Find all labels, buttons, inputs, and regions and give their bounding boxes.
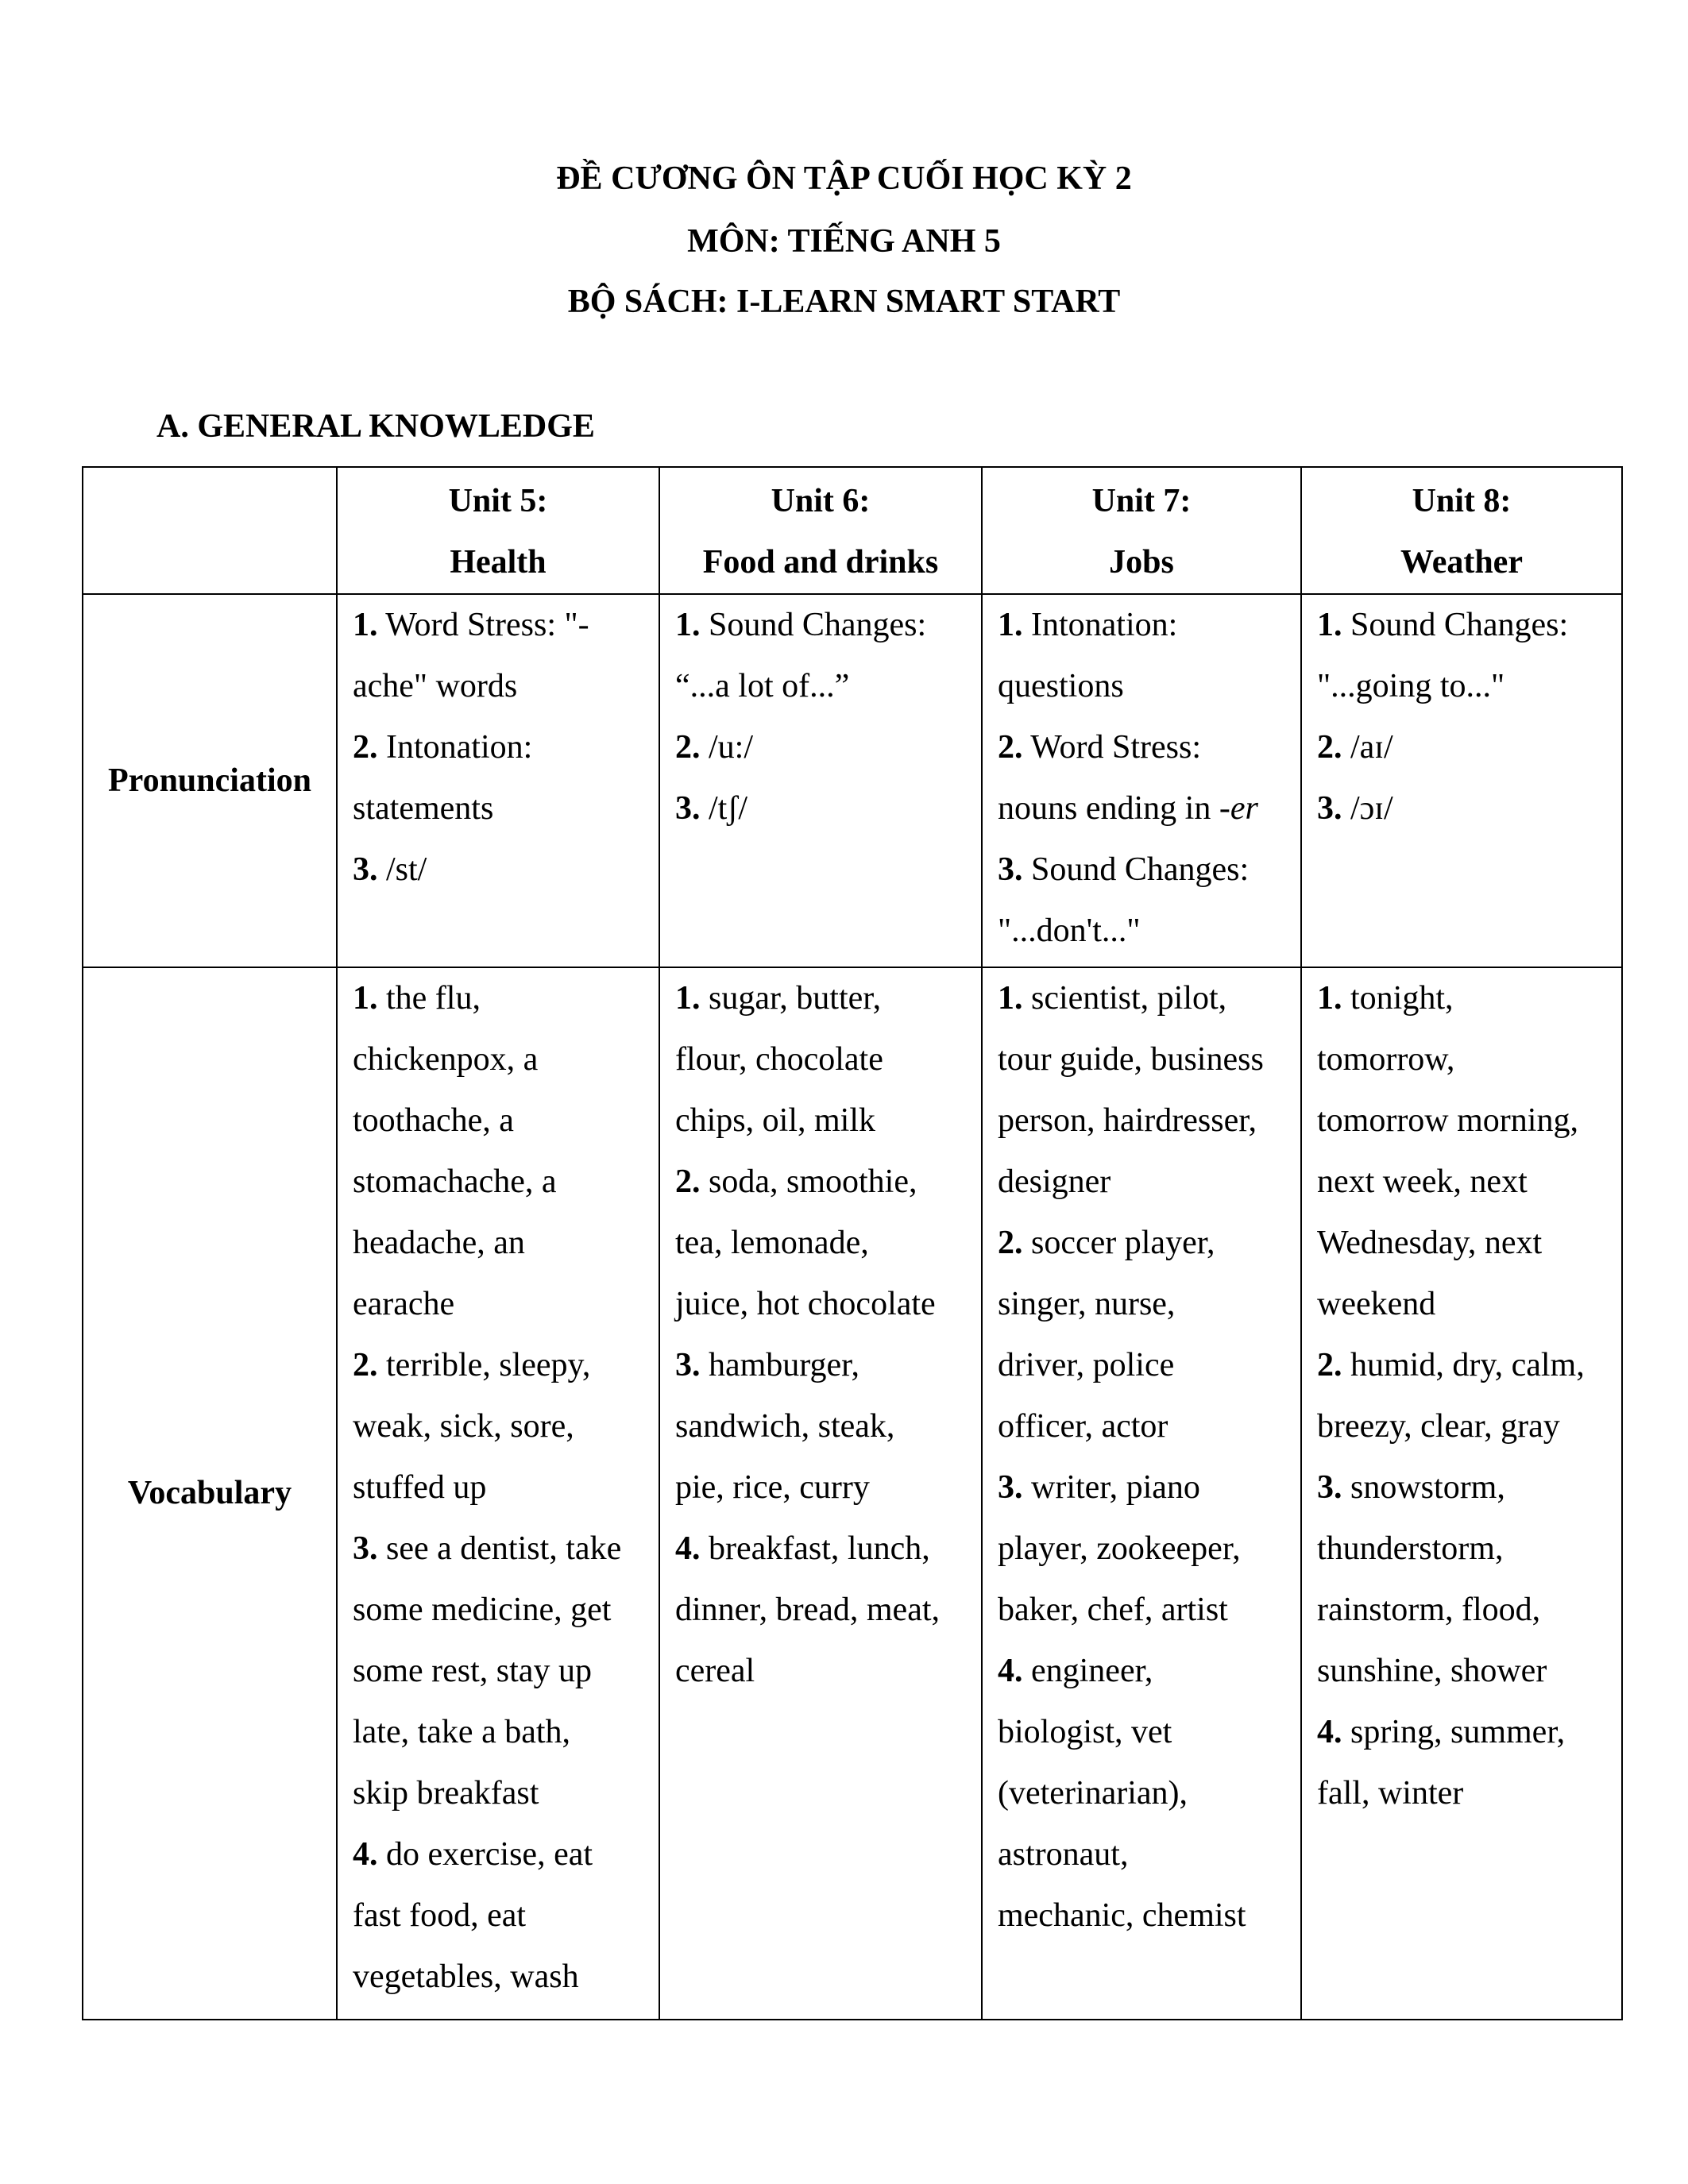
item-text: designer	[998, 1163, 1111, 1200]
cell-line	[1317, 1702, 1621, 1763]
item-number: 2.	[353, 1347, 378, 1383]
cell-line	[998, 1580, 1300, 1641]
item-text: baker, chef, artist	[998, 1592, 1228, 1628]
cell-line	[998, 1824, 1300, 1885]
vocabulary-cell-unit-6	[659, 967, 982, 2020]
header-unit-label: Unit 6:	[771, 483, 871, 519]
item-text: pie, rice, curry	[675, 1469, 870, 1506]
cell-line	[998, 1090, 1300, 1152]
item-text: person, hairdresser,	[998, 1102, 1257, 1139]
item-number: 2.	[675, 1163, 701, 1200]
item-number: 1.	[675, 980, 701, 1017]
table-row-vocabulary	[83, 967, 1622, 2020]
cell-line	[1317, 1090, 1621, 1152]
title-line-3: BỘ SÁCH: I-LEARN SMART START	[567, 284, 1121, 320]
item-number: 2.	[998, 1225, 1023, 1261]
item-text: fall, winter	[1317, 1775, 1464, 1812]
cell-line	[353, 1580, 659, 1641]
cell-line	[998, 778, 1300, 839]
cell-line	[353, 1335, 659, 1396]
cell-line	[353, 1152, 659, 1213]
item-number: 1.	[675, 607, 701, 643]
header-unit-topic: Food and drinks	[702, 544, 939, 581]
cell-line	[998, 595, 1300, 656]
item-text: Intonation:	[1022, 607, 1178, 643]
item-text: (veterinarian),	[998, 1775, 1188, 1812]
cell-line	[353, 778, 659, 839]
cell-line	[998, 1885, 1300, 1947]
cell-line	[998, 1518, 1300, 1580]
item-text: skip breakfast	[353, 1775, 539, 1812]
cell-line	[998, 1396, 1300, 1457]
cell-line	[353, 717, 659, 778]
item-text: dinner, bread, meat,	[675, 1592, 941, 1628]
title-line-2: MÔN: TIẾNG ANH 5	[687, 223, 1001, 260]
item-number: 1.	[1317, 980, 1342, 1017]
cell-line	[353, 1213, 659, 1274]
cell-line	[675, 1641, 981, 1702]
cell-line	[675, 1518, 981, 1580]
item-text: humid, dry, calm,	[1342, 1347, 1585, 1383]
item-text: questions	[998, 668, 1124, 704]
cell-line	[353, 656, 659, 717]
item-text: see a dentist, take	[377, 1530, 622, 1567]
item-text: Word Stress:	[1022, 729, 1202, 766]
item-text: breakfast, lunch,	[700, 1530, 930, 1567]
item-text: mechanic, chemist	[998, 1897, 1246, 1934]
item-text: Sound Changes:	[1022, 851, 1250, 888]
cell-line	[353, 1763, 659, 1824]
cell-line	[353, 1702, 659, 1763]
cell-line	[353, 1396, 659, 1457]
item-text: juice, hot chocolate	[675, 1286, 936, 1322]
cell-line	[998, 1763, 1300, 1824]
item-text: next week, next	[1317, 1163, 1528, 1200]
header-unit-label: Unit 8:	[1412, 483, 1512, 519]
item-text: scientist, pilot,	[1022, 980, 1227, 1017]
item-text: toothache, a	[353, 1102, 514, 1139]
cell-line	[1317, 1335, 1621, 1396]
cell-line	[675, 1335, 981, 1396]
item-text: Wednesday, next	[1317, 1225, 1543, 1261]
item-text: statements	[353, 790, 494, 827]
cell-line	[1317, 1152, 1621, 1213]
item-text: /st/	[377, 851, 427, 888]
item-text: late, take a bath,	[353, 1714, 571, 1750]
item-text: officer, actor	[998, 1408, 1168, 1445]
item-text: snowstorm,	[1342, 1469, 1505, 1506]
pronunciation-cell-unit-6	[659, 594, 982, 967]
cell-line	[353, 595, 659, 656]
item-text: nouns ending in -	[998, 790, 1230, 827]
item-text: sandwich, steak,	[675, 1408, 895, 1445]
cell-line	[675, 1152, 981, 1213]
item-text: flour, chocolate	[675, 1041, 883, 1078]
item-text: soccer player,	[1022, 1225, 1215, 1261]
item-text: astronaut,	[998, 1836, 1129, 1873]
pronunciation-cell-unit-7	[982, 594, 1301, 967]
item-number: 1.	[1317, 607, 1342, 643]
item-text: singer, nurse,	[998, 1286, 1176, 1322]
title-line-1: ĐỀ CƯƠNG ÔN TẬP CUỐI HỌC KỲ 2	[556, 160, 1132, 197]
item-number: 4.	[353, 1836, 378, 1873]
header-corner-cell	[83, 467, 337, 594]
item-text: fast food, eat	[353, 1897, 527, 1934]
item-text: stuffed up	[353, 1469, 487, 1506]
header-cell-unit-5	[337, 467, 659, 594]
cell-line	[998, 1029, 1300, 1090]
header-cell-unit-8	[1301, 467, 1622, 594]
item-number: 3.	[998, 851, 1023, 888]
cell-line	[1317, 1213, 1621, 1274]
item-text: spring, summer,	[1342, 1714, 1566, 1750]
item-text: Sound Changes:	[1342, 607, 1569, 643]
item-text: weak, sick, sore,	[353, 1408, 574, 1445]
table-row-pronunciation	[83, 594, 1622, 967]
cell-line	[1317, 717, 1621, 778]
cell-line	[675, 1029, 981, 1090]
item-text: /ɔɪ/	[1342, 790, 1393, 827]
cell-line	[1317, 1029, 1621, 1090]
item-text: do exercise, eat	[377, 1836, 593, 1873]
cell-line	[353, 1090, 659, 1152]
cell-line	[675, 1274, 981, 1335]
item-text: /tʃ/	[700, 790, 747, 827]
item-text: cereal	[675, 1653, 755, 1689]
item-text: "...going to..."	[1317, 668, 1505, 704]
item-text: /aɪ/	[1342, 729, 1393, 766]
item-text: stomachache, a	[353, 1163, 557, 1200]
item-number: 2.	[353, 729, 378, 766]
item-text: "...don't..."	[998, 913, 1141, 949]
item-text: the flu,	[377, 980, 481, 1017]
cell-line	[353, 1029, 659, 1090]
item-text: sunshine, shower	[1317, 1653, 1547, 1689]
cell-line	[998, 1152, 1300, 1213]
item-text: some rest, stay up	[353, 1653, 592, 1689]
cell-line	[353, 1885, 659, 1947]
cell-line	[675, 968, 981, 1029]
cell-line	[1317, 1518, 1621, 1580]
cell-line	[353, 1641, 659, 1702]
italic-text: er	[1230, 790, 1258, 827]
cell-line	[1317, 595, 1621, 656]
vocabulary-cell-unit-5	[337, 967, 659, 2020]
pronunciation-cell-unit-8	[1301, 594, 1622, 967]
cell-line	[1317, 1641, 1621, 1702]
item-text: hamburger,	[700, 1347, 859, 1383]
item-text: tomorrow morning,	[1317, 1102, 1578, 1139]
item-text: player, zookeeper,	[998, 1530, 1241, 1567]
header-unit-label: Unit 7:	[1091, 483, 1192, 519]
table-header-row	[83, 467, 1622, 594]
vocabulary-cell-unit-7	[982, 967, 1301, 2020]
general-knowledge-table	[82, 466, 1623, 2020]
item-number: 3.	[998, 1469, 1023, 1506]
cell-line	[675, 1396, 981, 1457]
cell-line	[1317, 1274, 1621, 1335]
cell-line	[1317, 1763, 1621, 1824]
row-label-vocabulary: Vocabulary	[83, 967, 337, 2020]
item-text: thunderstorm,	[1317, 1530, 1504, 1567]
item-number: 3.	[1317, 1469, 1342, 1506]
item-text: /u:/	[700, 729, 754, 766]
item-text: chickenpox, a	[353, 1041, 539, 1078]
item-number: 3.	[675, 790, 701, 827]
cell-line	[675, 1457, 981, 1518]
cell-line	[998, 968, 1300, 1029]
item-number: 1.	[998, 980, 1023, 1017]
cell-line	[998, 656, 1300, 717]
vocabulary-cell-unit-8	[1301, 967, 1622, 2020]
item-text: biologist, vet	[998, 1714, 1172, 1750]
cell-line	[998, 717, 1300, 778]
item-text: Word Stress: "-	[377, 607, 589, 643]
item-number: 2.	[675, 729, 701, 766]
cell-line	[1317, 778, 1621, 839]
header-unit-topic: Weather	[1400, 544, 1523, 581]
item-text: ache" words	[353, 668, 518, 704]
cell-line	[353, 1947, 659, 2008]
header-unit-topic: Jobs	[1109, 544, 1174, 581]
item-number: 2.	[1317, 729, 1342, 766]
cell-line	[998, 1641, 1300, 1702]
cell-line	[998, 1702, 1300, 1763]
item-number: 1.	[353, 980, 378, 1017]
item-number: 3.	[1317, 790, 1342, 827]
item-text: soda, smoothie,	[700, 1163, 917, 1200]
cell-line	[675, 778, 981, 839]
cell-line	[998, 1457, 1300, 1518]
cell-line	[1317, 1396, 1621, 1457]
cell-line	[675, 1090, 981, 1152]
item-number: 1.	[353, 607, 378, 643]
header-cell-unit-6	[659, 467, 982, 594]
cell-line	[998, 839, 1300, 901]
item-number: 2.	[1317, 1347, 1342, 1383]
cell-line	[353, 839, 659, 901]
cell-line	[353, 968, 659, 1029]
item-text: engineer,	[1022, 1653, 1153, 1689]
item-number: 4.	[675, 1530, 701, 1567]
item-number: 3.	[675, 1347, 701, 1383]
item-text: rainstorm, flood,	[1317, 1592, 1541, 1628]
item-text: breezy, clear, gray	[1317, 1408, 1560, 1445]
item-text: “...a lot of...”	[675, 668, 850, 704]
item-number: 4.	[998, 1653, 1023, 1689]
item-text: Intonation:	[377, 729, 533, 766]
cell-line	[998, 1335, 1300, 1396]
item-text: weekend	[1317, 1286, 1436, 1322]
item-text: terrible, sleepy,	[377, 1347, 591, 1383]
item-text: headache, an	[353, 1225, 525, 1261]
item-text: earache	[353, 1286, 455, 1322]
cell-line	[1317, 1457, 1621, 1518]
cell-line	[998, 1213, 1300, 1274]
cell-line	[1317, 968, 1621, 1029]
item-text: tour guide, business	[998, 1041, 1264, 1078]
item-text: some medicine, get	[353, 1592, 612, 1628]
cell-line	[1317, 656, 1621, 717]
row-label-pronunciation: Pronunciation	[83, 594, 337, 967]
item-number: 4.	[1317, 1714, 1342, 1750]
cell-line	[353, 1824, 659, 1885]
header-cell-unit-7	[982, 467, 1301, 594]
item-text: chips, oil, milk	[675, 1102, 875, 1139]
item-number: 3.	[353, 851, 378, 888]
item-number: 1.	[998, 607, 1023, 643]
item-text: tomorrow,	[1317, 1041, 1455, 1078]
cell-line	[353, 1274, 659, 1335]
item-number: 2.	[998, 729, 1023, 766]
item-text: tonight,	[1342, 980, 1454, 1017]
item-text: tea, lemonade,	[675, 1225, 869, 1261]
item-text: sugar, butter,	[700, 980, 882, 1017]
item-text: writer, piano	[1022, 1469, 1200, 1506]
item-number: 3.	[353, 1530, 378, 1567]
cell-line	[998, 901, 1300, 962]
header-unit-topic: Health	[450, 544, 547, 581]
item-text: driver, police	[998, 1347, 1175, 1383]
cell-line	[353, 1518, 659, 1580]
header-unit-label: Unit 5:	[448, 483, 548, 519]
cell-line	[675, 656, 981, 717]
section-heading: A. GENERAL KNOWLEDGE	[156, 408, 595, 445]
cell-line	[675, 717, 981, 778]
pronunciation-cell-unit-5	[337, 594, 659, 967]
cell-line	[1317, 1580, 1621, 1641]
item-text: Sound Changes:	[700, 607, 927, 643]
cell-line	[675, 1580, 981, 1641]
item-text: vegetables, wash	[353, 1958, 579, 1995]
cell-line	[675, 1213, 981, 1274]
cell-line	[675, 595, 981, 656]
cell-line	[353, 1457, 659, 1518]
cell-line	[998, 1274, 1300, 1335]
